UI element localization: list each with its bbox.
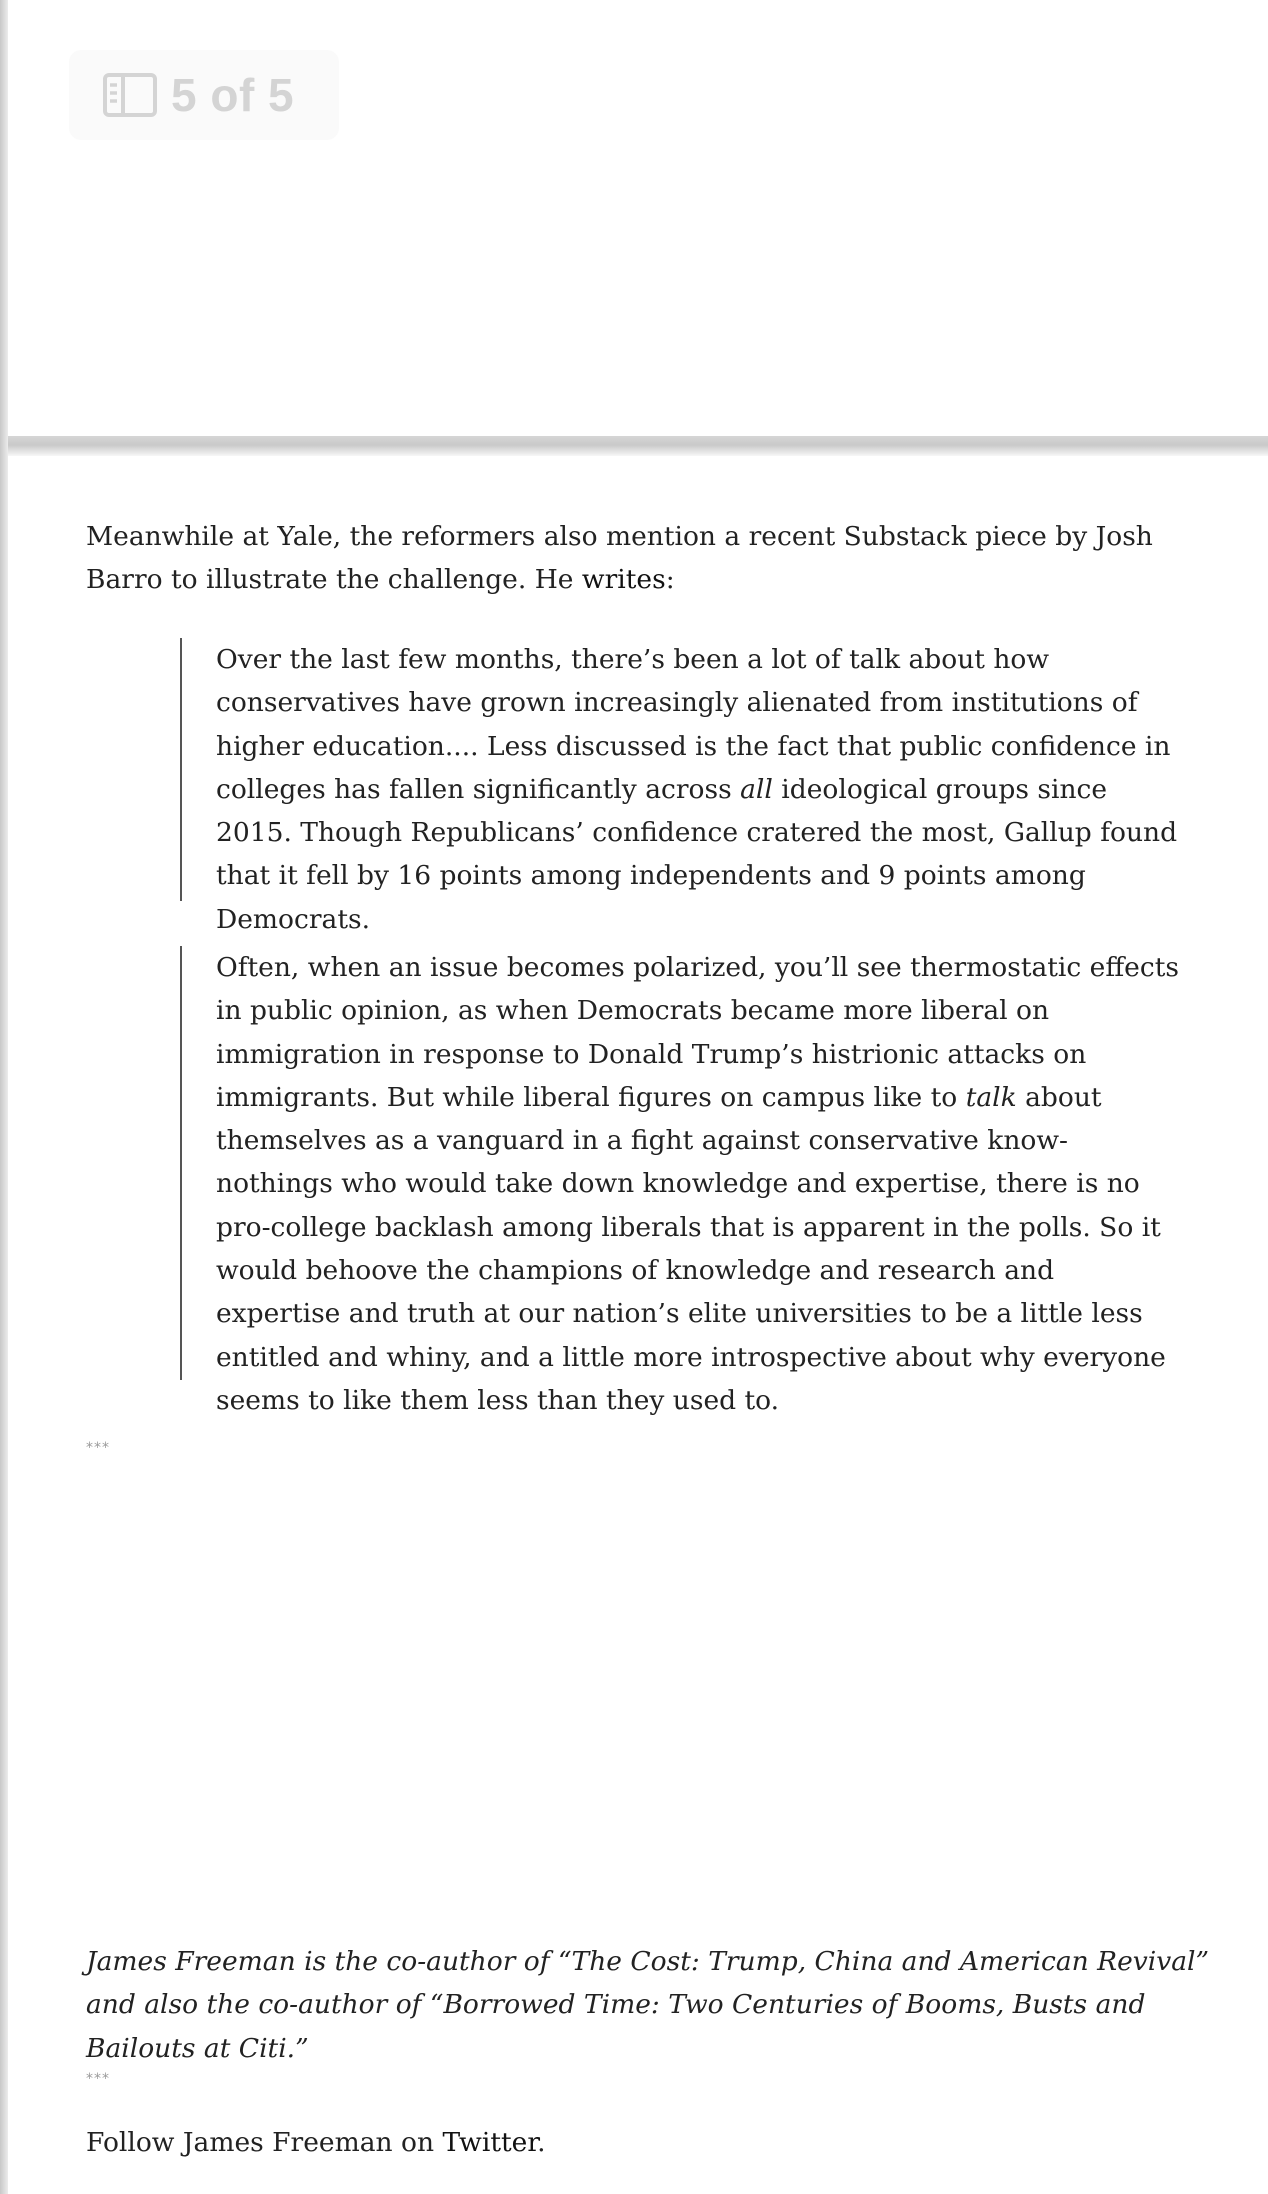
intro-text: Meanwhile at Yale, the reformers also mention a recent Substack piece by Josh Barro to illustrate the challenge. He bbox=[86, 521, 1153, 596]
intro-after: : bbox=[665, 564, 675, 596]
follow-line bbox=[86, 2121, 546, 2164]
quote-2-after: about themselves as a vanguard in a fight against conservative know-nothings who would take down knowledge and expertise, there is no pro-college backlash among liberals that is apparent in the polls. So it would behoove the champions of knowledge and research and expertise and truth at our nation’s elite universities to be a little less entitled and whiny, and a little more introspective about why everyone seems to like them less than they used to. bbox=[216, 1081, 1166, 1416]
author-bio bbox=[86, 1940, 1236, 2070]
follow-after: . bbox=[537, 2127, 546, 2158]
page-indicator-label: 5 of 5 bbox=[171, 69, 295, 121]
twitter-link[interactable]: Twitter bbox=[442, 2127, 538, 2158]
page-list-icon bbox=[103, 73, 157, 117]
quote-1-emphasis: all bbox=[740, 773, 773, 805]
bio-book-2[interactable]: “Borrowed Time: Two Centuries of Booms, Busts and Bailouts at Citi.” bbox=[86, 1989, 1146, 2064]
section-separator-2: *** bbox=[86, 2071, 110, 2087]
quote-1-paragraph bbox=[216, 638, 1180, 941]
intro-paragraph bbox=[86, 515, 1186, 602]
bio-part-1: James Freeman is the co-author of bbox=[86, 1946, 558, 1977]
article-body bbox=[86, 515, 1216, 2158]
blockquote-1 bbox=[180, 638, 1180, 935]
quote-1-after: ideological groups since 2015. Though Republicans’ confidence cratered the most, Gallup found that it fell by 16 points among independents and 9 points among Democrats. bbox=[216, 773, 1178, 935]
quote-2-emphasis: talk bbox=[965, 1081, 1017, 1113]
viewer-left-edge bbox=[0, 0, 8, 2194]
quote-2-before: Often, when an issue becomes polarized, you’ll see thermostatic effects in public opinion, as when Democrats became more liberal on immigration in response to Donald Trump’s histrionic attacks on immigrants. But while liberal figures on campus like to bbox=[216, 952, 1179, 1113]
page-indicator[interactable] bbox=[69, 50, 339, 140]
follow-text: Follow James Freeman on bbox=[86, 2127, 443, 2158]
bio-part-2: and also the co-author of bbox=[86, 1989, 430, 2021]
page-divider bbox=[8, 436, 1268, 456]
quote-1-before: Over the last few months, there’s been a lot of talk about how conservatives have grown increasingly alienated from institutions of higher education.... Less discussed is the fact that public confidence in colleges has fallen significantly across bbox=[216, 644, 1171, 805]
quote-2-paragraph bbox=[216, 946, 1180, 1422]
writes-link[interactable]: writes bbox=[581, 564, 666, 596]
bio-book-1[interactable]: “The Cost: Trump, China and American Revival” bbox=[557, 1946, 1210, 1977]
blockquote-2 bbox=[180, 946, 1180, 1416]
section-separator: *** bbox=[86, 1440, 110, 1456]
previous-page-panel bbox=[8, 0, 1268, 436]
